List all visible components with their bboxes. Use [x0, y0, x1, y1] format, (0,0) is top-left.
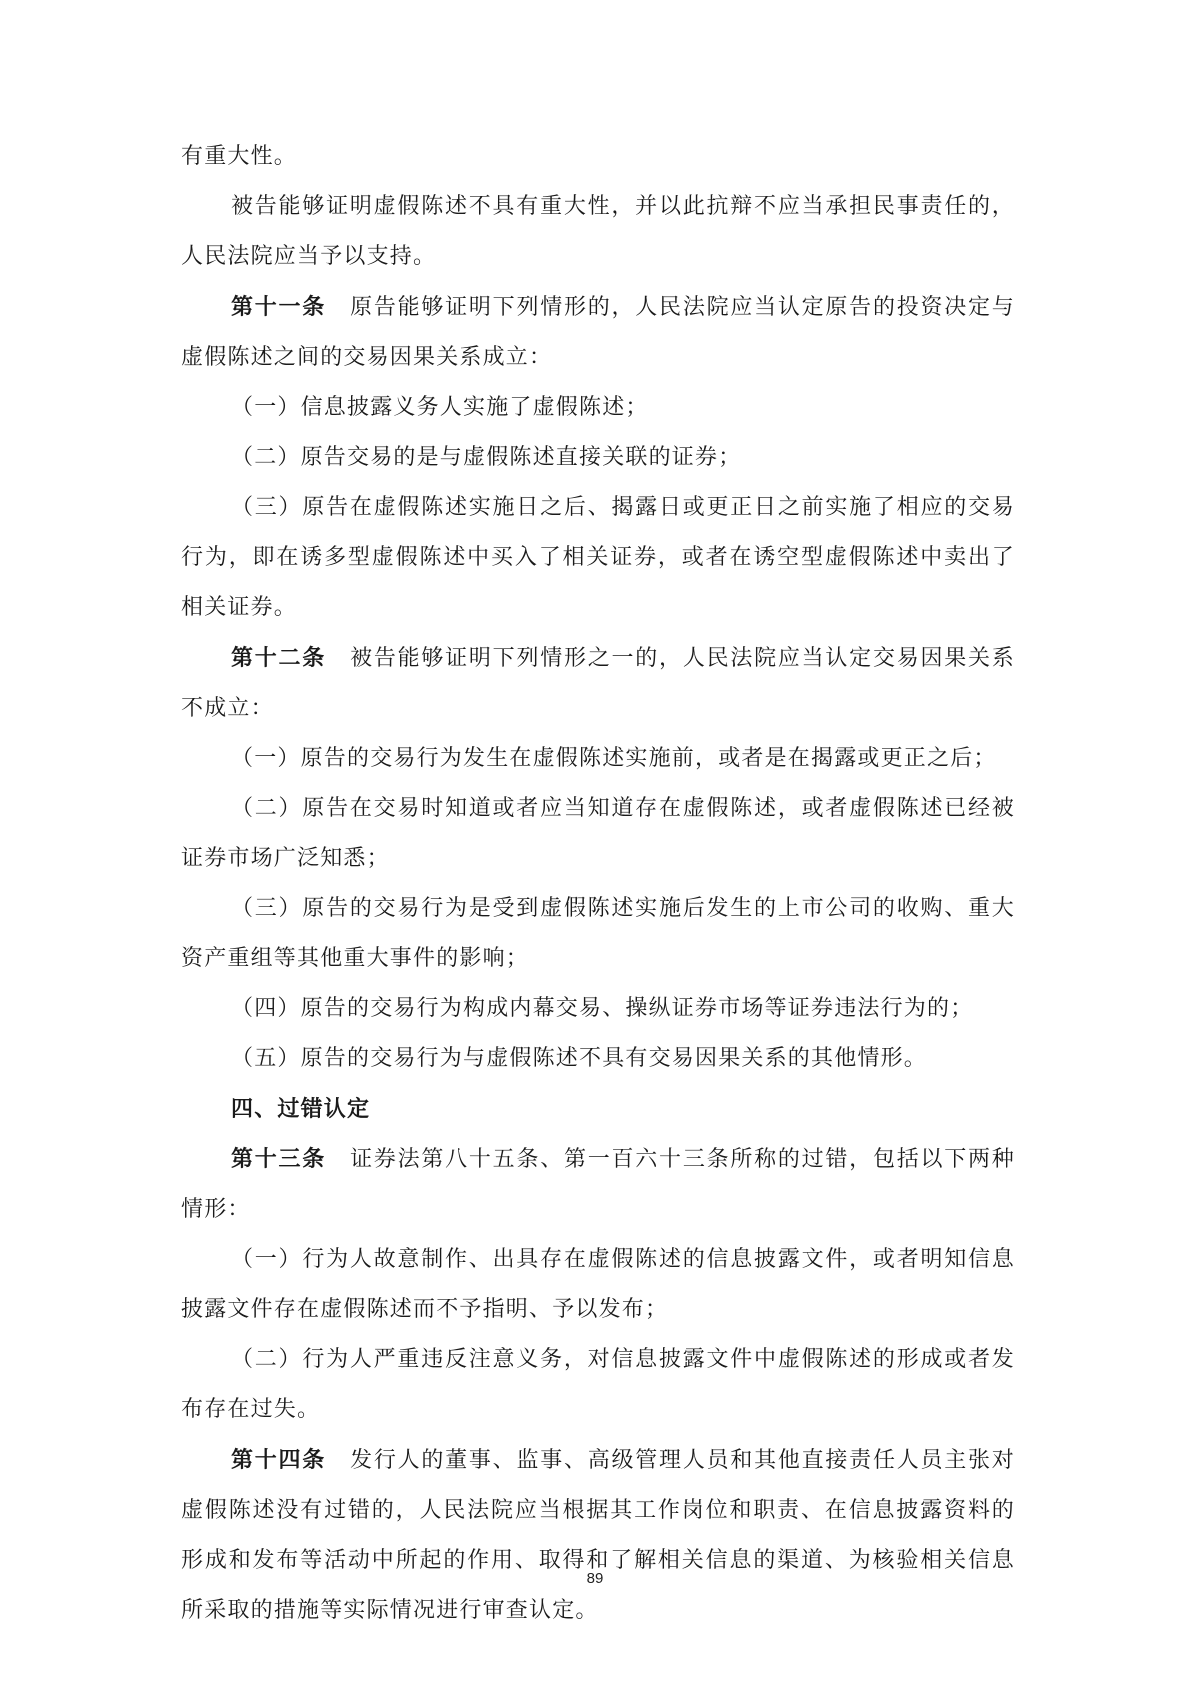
paragraph-defense-materiality: 被告能够证明虚假陈述不具有重大性，并以此抗辩不应当承担民事责任的，人民法院应当予以支持。	[181, 194, 1015, 269]
article-14-text: 发行人的董事、监事、高级管理人员和其他直接责任人员主张对虚假陈述没有过错的，人民法院应当根据其工作岗位和职责、在信息披露资料的形成和发布等活动中所起的作用、取得和了解相关信息的渠道、为核验相关信息所采取的措施等实际情况进行审查认定。	[181, 1448, 1015, 1623]
document-page	[181, 132, 1015, 1623]
page-number: 89	[586, 1570, 604, 1587]
article-11-title: 第十一条	[231, 294, 327, 320]
article-13-title: 第十三条	[231, 1146, 327, 1172]
article-12-item-2: （二）原告在交易时知道或者应当知道存在虚假陈述，或者虚假陈述已经被证券市场广泛知悉；	[181, 796, 1015, 871]
article-12-item-3: （三）原告的交易行为是受到虚假陈述实施后发生的上市公司的收购、重大资产重组等其他重大事件的影响；	[181, 896, 1015, 971]
article-12-title: 第十二条	[231, 645, 327, 671]
article-14-title: 第十四条	[231, 1447, 327, 1473]
article-11-text: 原告能够证明下列情形的，人民法院应当认定原告的投资决定与虚假陈述之间的交易因果关系成立：	[181, 295, 1015, 370]
article-12-item-1: （一）原告的交易行为发生在虚假陈述实施前，或者是在揭露或更正之后；	[231, 746, 997, 771]
article-13	[181, 1134, 1015, 1235]
paragraph-continuation: 有重大性。	[181, 144, 298, 169]
article-11	[181, 282, 1015, 383]
article-12-text: 被告能够证明下列情形之一的，人民法院应当认定交易因果关系不成立：	[181, 646, 1015, 721]
article-13-item-1: （一）行为人故意制作、出具存在虚假陈述的信息披露文件，或者明知信息披露文件存在虚假陈述而不予指明、予以发布；	[181, 1247, 1015, 1322]
section-heading-fault: 四、过错认定	[231, 1096, 371, 1122]
article-13-item-2: （二）行为人严重违反注意义务，对信息披露文件中虚假陈述的形成或者发布存在过失。	[181, 1347, 1015, 1422]
article-11-item-1: （一）信息披露义务人实施了虚假陈述；	[231, 395, 649, 420]
article-14	[181, 1435, 1015, 1636]
article-11-item-2: （二）原告交易的是与虚假陈述直接关联的证券；	[231, 445, 742, 470]
article-12-item-4: （四）原告的交易行为构成内幕交易、操纵证券市场等证券违法行为的；	[231, 996, 974, 1021]
article-11-item-3: （三）原告在虚假陈述实施日之后、揭露日或更正日之前实施了相应的交易行为，即在诱多型虚假陈述中买入了相关证券，或者在诱空型虚假陈述中卖出了相关证券。	[181, 495, 1015, 620]
article-12	[181, 633, 1015, 734]
article-12-item-5: （五）原告的交易行为与虚假陈述不具有交易因果关系的其他情形。	[231, 1046, 928, 1071]
article-13-text: 证券法第八十五条、第一百六十三条所称的过错，包括以下两种情形：	[181, 1147, 1015, 1222]
